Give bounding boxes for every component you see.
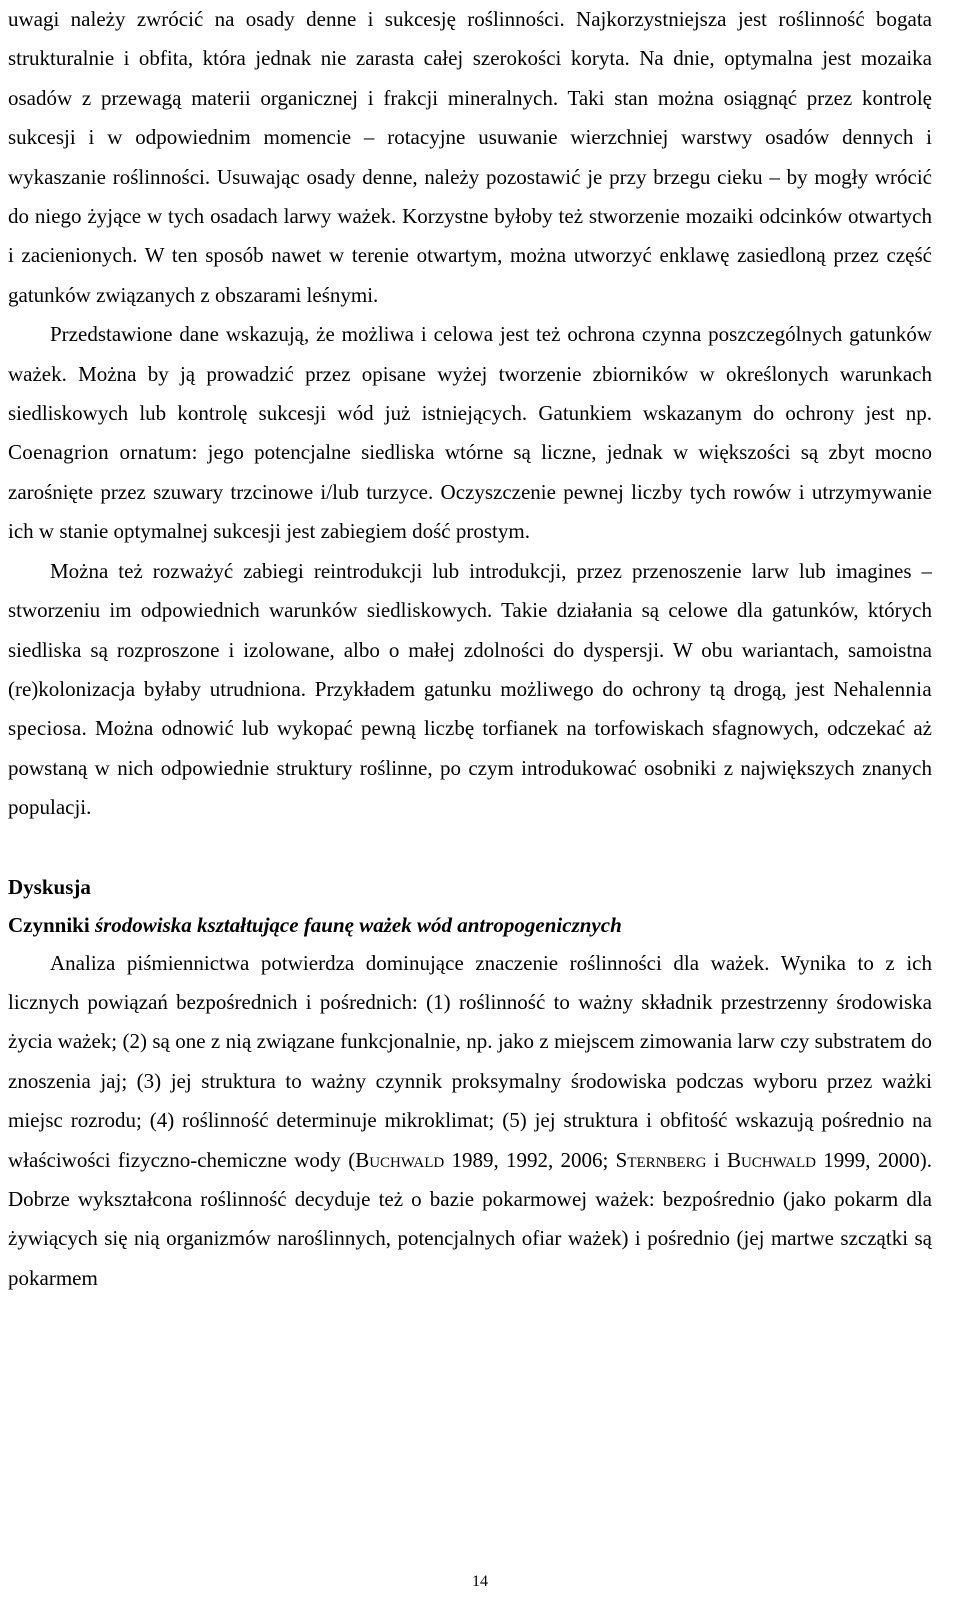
paragraph-text: i [706, 1147, 727, 1172]
species-name: Coenagrion ornatum [8, 440, 192, 465]
paragraph-text: 1999, 2000). Dobrze wykształcona roślinność decyduje też o bazie pokarmowej ważek: bezpośrednio (jako pokarm dla żywiących się nią organizmów naroślinnych, potencjalnych ofiar ważek) i pośrednio (jej martwe szczątki są pokarmem [8, 1147, 932, 1290]
citation-author: Buchwald [355, 1147, 445, 1172]
citation-author: Buchwald [726, 1147, 816, 1172]
species-name: Nehalennia speciosa [8, 676, 932, 741]
paragraph-text: : jego potencjalne siedliska wtórne są liczne, jednak w większości są zbyt mocno zarośnięte przez szuwary trzcinowe i/lub turzyce. Oczyszczenie pewnej liczby tych rowów i utrzymywanie ich w stanie optymalnej sukcesji jest zabiegiem dość prostym. [8, 440, 933, 544]
paragraph-text: uwagi należy zwrócić na osady denne i sukcesję roślinności. Najkorzystniejsza jest roślinność bogata strukturalnie i obfita, która jednak nie zarasta całej szerokości koryta. Na dnie, optymalna jest mozaika osadów z przewagą materii organicznej i frakcji mineralnych. Taki stan można osiągnąć przez kontrolę sukcesji i w odpowiednim momencie – rotacyjne usuwanie wierzchniej warstwy osadów dennych i wykaszanie roślinności. Usuwając osady denne, należy pozostawić je przy brzegu cieku – by mogły wrócić do niego żyjące w tych osadach larwy ważek. Korzystne byłoby też stworzenie mozaiki odcinków otwartych i zacienionych. W ten sposób nawet w terenie otwartym, można utworzyć enklawę zasiedloną przez część gatunków związanych z obszarami leśnymi. [8, 7, 932, 307]
citation-author: Sternberg [615, 1147, 707, 1172]
paragraph-text: Przedstawione dane wskazują, że możliwa i celowa jest też ochrona czynna poszczególnych gatunków ważek. Można by ją prowadzić przez opisane wyżej tworzenie zbiorników w określonych warunkach siedliskowych lub kontrolę sukcesji wód już istniejących. Gatunkiem wskazanym do ochrony jest np. [8, 322, 932, 426]
page-number: 14 [472, 1573, 488, 1590]
paragraph-habitat-management [8, 0, 932, 315]
paragraph-text: . Można odnowić lub wykopać pewną liczbę torfianek na torfowiskach sfagnowych, odczekać aż powstaną w nich odpowiednie struktury roślinne, po czym introdukować osobniki z największych znanych populacji. [8, 716, 932, 820]
document-page [8, 0, 932, 1298]
subtitle-text: Czynniki [8, 912, 95, 937]
paragraph-text: 1989, 1992, 2006; [444, 1147, 616, 1172]
paragraph-text: Można też rozważyć zabiegi reintrodukcji lub introdukcji, przez przenoszenie larw lub imagines – stworzeniu im odpowiednich warunków siedliskowych. Takie działania są celowe dla gatunków, których siedliska są rozproszone i izolowane, albo o małej zdolności do dyspersji. W obu wariantach, samoistna (re)kolonizacja byłaby utrudniona. Przykładem gatunku możliwego do ochrony tą drogą, jest [8, 558, 932, 701]
paragraph-discussion [8, 944, 932, 1299]
paragraph-active-protection [8, 315, 932, 551]
section-subtitle [8, 906, 932, 944]
paragraph-reintroduction [8, 552, 932, 828]
subtitle-text-italic: środowiska kształtujące faunę ważek wód antropogenicznych [94, 912, 622, 937]
section-title: Dyskusja [8, 874, 91, 899]
paragraph-text: Analiza piśmiennictwa potwierdza dominujące znaczenie roślinności dla ważek. Wynika to z ich licznych powiązań bezpośrednich i pośrednich: (1) roślinność to ważny składnik przestrzenny środowiska życia ważek; (2) są one z nią związane funkcjonalnie, np. jako z miejscem zimowania larw czy substratem do znoszenia jaj; (3) jej struktura to ważny czynnik proksymalny środowiska podczas wyboru przez ważki miejsc rozrodu; (4) roślinność determinuje mikroklimat; (5) jej struktura i obfitość wskazują pośrednio na właściwości fizyczno-chemiczne wody ( [8, 950, 932, 1172]
